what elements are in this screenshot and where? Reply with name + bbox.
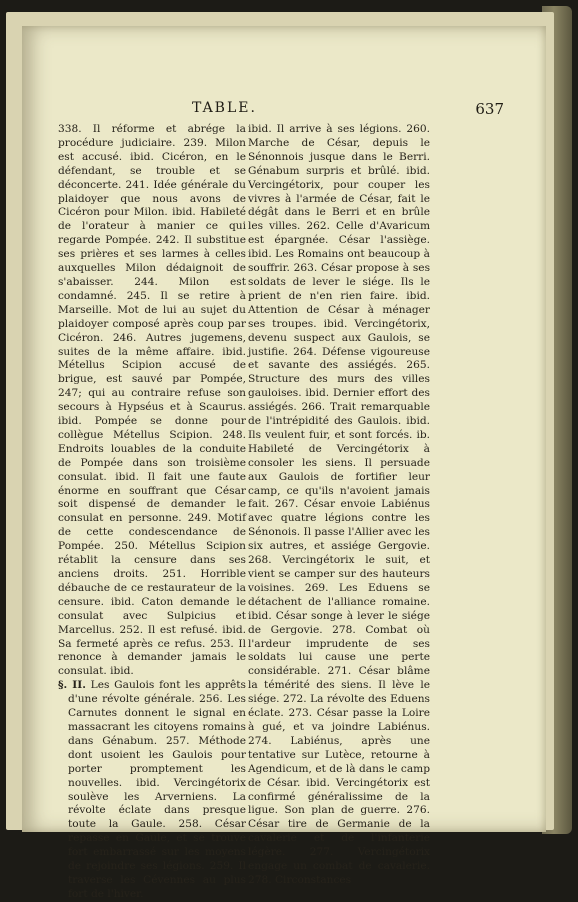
section-text: Les Gaulois font les apprêts d'une révolte générale. 256. Les Carnutes donnent le signal en massacrant les citoyens romains dans Génabum. 257. Méthode dont usoient les Gaulois pour porter promptement les nouvelles. ibid. Vercingétorix soulève les Arverniens. La révolte éclate dans presque toute la Gaule. 258. César repasse en Gaule, et se trouve fort embarrassé sur les moyens de rejoindre ses légions. 259. Il traverse les Cévennes au plus fort de l'hiver.: [68, 679, 246, 900]
book-page: [22, 26, 546, 900]
section-entry: [58, 679, 246, 902]
page-header: [22, 100, 546, 120]
left-column: [58, 123, 246, 902]
page-block: [6, 12, 554, 900]
right-column-text: ibid. Il arrive à ses légions. 260. Marche de César, depuis le Sénonnois jusque dans le Berri. Génabum surpris et brûlé. ibid. Vercingétorix, pour couper les vivres à l'armée de César, fait le dégât dans le Berri et en brûle les villes. 262. Celle d'Avaricum est épargnée. César l'assiège. ibid. Les Romains ont beaucoup à souffrir. 263. César propose à ses soldats de lever le siége. Ils le prient de n'en rien faire. ibid. Attention de César à ménager ses troupes. ibid. Vercingétorix, devenu suspect aux Gaulois, se justifie. 264. Défense vigoureuse et savante des assiégés. 265. Structure des murs des villes gauloises. ibid. Dernier effort des assiégés. 266. Trait remarquable de l'intrépidité des Gaulois. ibid. Ils veulent fuir, et sont forcés. ib. Habileté de Vercingétorix à consoler les siens. Il persuade aux Gaulois de fortifier leur camp, ce qu'ils n'avoient jamais fait. 267. César envoie Labiénus avec quatre légions contre les Sénonois. Il passe l'Allier avec les six autres, et assiége Gergovie. 268. Vercingétorix le suit, et vient se camper sur des hauteurs voisines. 269. Les Eduens se détachent de l'alliance romaine. ibid. César songe à lever le siége de Gergovie. 278. Combat où l'ardeur imprudente de ses soldats lui cause une perte considérable. 271. César blâme la témérité des siens. Il lève le siége. 272. La révolte des Eduens éclate. 273. César passe la Loire à gué, et va joindre Labiénus. 274. Labiénus, après une tentative sur Lutèce, retourne à Agendicum, et de là dans le camp de César. ibid. Vercingétorix est confirmé généralissime de la ligue. Son plan de guerre. 276. César tire de Germanie de la cavalerie et de l'infanterie légère. 277. Vercingétorix engage un combat de cavalerie. 278. Circonstances: [248, 123, 430, 886]
right-column: [248, 123, 430, 888]
page-number: 637: [475, 100, 504, 118]
section-mark: §. II.: [58, 679, 86, 692]
running-title: TABLE.: [192, 100, 257, 116]
left-column-text: 338. Il réforme et abrége la procédure judiciaire. 239. Milon est accusé. ibid. Cicéron, en le défendant, se trouble et se déconcerte. 241. Idée générale du plaidoyer que nous avons de Cicéron pour Milon. ibid. Habileté de l'orateur à manier ce qui regarde Pompée. 242. Il substitue ses prières et ses larmes à celles auxquelles Milon dédaignoit de s'abaisser. 244. Milon est condamné. 245. Il se retire à Marseille. Mot de lui au sujet du plaidoyer composé après coup par Cicéron. 246. Autres jugemens, suites de la même affaire. ibid. Métellus Scipion accusé de brigue, est sauvé par Pompée, 247; qui au contraire refuse son secours à Hypséus et à Scaurus. ibid. Pompée se donne pour collègue Métellus Scipion. 248. Endroits louables de la conduite de Pompée dans son troisième consulat. ibid. Il fait une faute énorme en souffrant que César soit dispensé de demander le consulat en personne. 249. Motif de cette condescendance de Pompée. 250. Métellus Scipion rétablit la censure dans ses anciens droits. 251. Horrible débauche de ce restaurateur de la censure. ibid. Caton demande le consulat avec Sulpicius et Marcellus. 252. Il est refusé. ibid. Sa fermeté après ce refus. 253. Il renonce à demander jamais le consulat. ibid.: [58, 123, 246, 678]
